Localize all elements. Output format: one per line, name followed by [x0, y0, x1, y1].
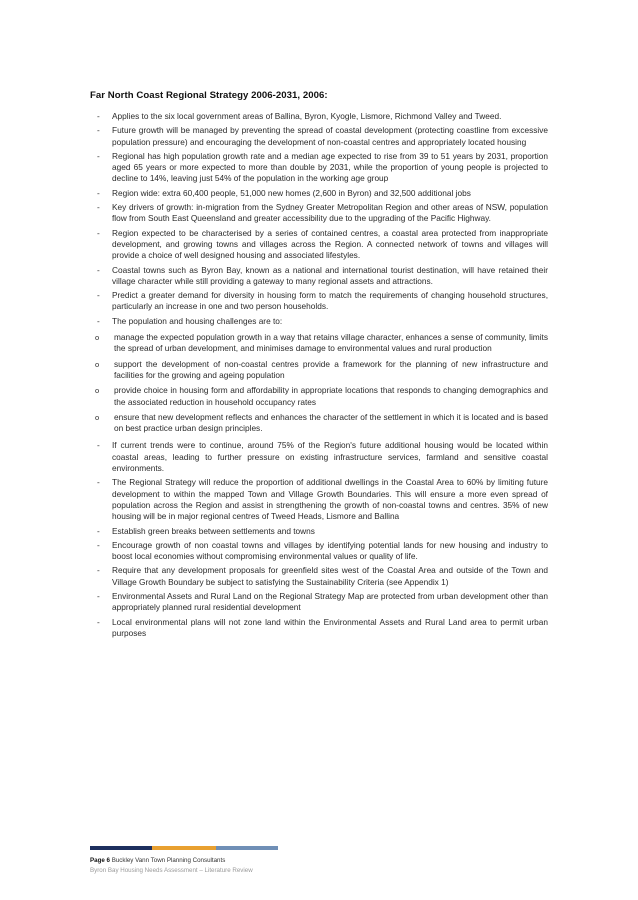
sub-list-item [90, 412, 548, 435]
list-item-text: The Regional Strategy will reduce the proportion of additional dwellings in the Coastal Area to 60% by limiting future development to within the mapped Town and Village Growth Boundaries. This will ensure a more even spread of population across the Region and assist in strengthening the growth of non-coastal towns and centres. 35% of new housing will be in major regional centres of Tweed Heads, Lismore and Ballina [112, 477, 548, 522]
bullet-list-after [90, 440, 548, 639]
list-item [90, 202, 548, 225]
list-item-text: Environmental Assets and Rural Land on the Regional Strategy Map are protected from urban development other than appropriately planned rural residential development [112, 590, 548, 613]
page-footer [90, 846, 280, 874]
bullet-marker: - [97, 111, 100, 121]
list-item [90, 265, 548, 288]
list-item [90, 526, 548, 537]
list-item [90, 316, 548, 327]
bullet-marker: - [97, 290, 100, 301]
list-item-text: Key drivers of growth: in-migration from the Sydney Greater Metropolitan Region and other areas of NSW, population flow from South East Queensland and greater accessibility due to the upgrading of the Pacific Highway. [112, 202, 548, 224]
list-item-text: Future growth will be managed by preventing the spread of coastal development (protecting coastline from excessive population pressure) and encouraging the development of non-coastal centres and appropriately located housing [112, 125, 548, 147]
bullet-marker: - [97, 440, 100, 451]
footer-bar-segment-navy [90, 846, 152, 850]
bullet-marker: - [97, 125, 100, 136]
bullet-marker: - [97, 315, 100, 326]
list-item-text: manage the expected population growth in a way that retains village character, enhances a sense of community, limits the spread of urban development, and minimises damage to environmental values and rural production [114, 332, 548, 354]
list-item [90, 540, 548, 563]
list-item [90, 228, 548, 262]
list-item [90, 591, 548, 614]
list-item-text: Regional has high population growth rate and a median age expected to rise from 39 to 51 years by 2031, proportion aged 65 years or more expected to more than double by 2031, while the proportion of young people is projected to decline to 14%, leaving just 54% of the population in the working age group [112, 150, 548, 184]
bullet-marker: o [95, 412, 100, 422]
list-item-text: Establish green breaks between settlements and towns [112, 525, 315, 536]
bullet-marker: o [95, 333, 100, 343]
list-item-text: Applies to the six local government areas of Ballina, Byron, Kyogle, Lismore, Richmond Valley and Tweed. [112, 111, 502, 121]
bullet-marker: - [97, 565, 100, 576]
bullet-list-before [90, 111, 548, 327]
list-item [90, 565, 548, 588]
bullet-marker: - [97, 477, 100, 488]
section-heading: Far North Coast Regional Strategy 2006-2031, 2006: [90, 90, 328, 101]
footer-page-line [90, 857, 280, 864]
list-item [90, 111, 548, 122]
bullet-marker: - [97, 227, 100, 238]
list-item [90, 617, 548, 640]
footer-bar-segment-orange [152, 846, 216, 850]
bullet-marker: - [97, 264, 100, 275]
document-body [90, 90, 548, 642]
list-item [90, 151, 548, 185]
bullet-marker: o [95, 359, 100, 369]
list-item [90, 440, 548, 474]
list-item [90, 290, 548, 313]
list-item-text: If current trends were to continue, around 75% of the Region's future additional housing would be located within coastal areas, leading to further pressure on existing infrastructure services, farmland and sensitive coastal environments. [112, 440, 548, 474]
footer-bar-segment-blue [216, 846, 278, 850]
footer-color-bar [90, 846, 278, 850]
bullet-marker: - [97, 525, 100, 536]
bullet-marker: - [97, 187, 100, 198]
list-item [90, 125, 548, 148]
bullet-marker: - [97, 150, 100, 161]
list-item-text: Region expected to be characterised by a series of contained centres, a coastal area protected from inappropriate development, and growing towns and villages across the Region. A connected network of towns and villages will provide a choice of well designed housing and associated lifestyles. [112, 227, 548, 261]
list-item [90, 188, 548, 199]
challenges-sublist [90, 332, 548, 434]
footer-page-number: Page 6 [90, 857, 110, 864]
list-item-text: support the development of non-coastal centres provide a framework for the planning of new infrastructure and facilities for the growing and ageing population [114, 358, 548, 380]
list-item-text: The population and housing challenges are to: [112, 315, 283, 326]
list-item-text: Coastal towns such as Byron Bay, known as a national and international tourist destination, will have retained their village character while still providing a gateway to many regional assets and attractions. [112, 264, 548, 286]
bullet-marker: - [97, 202, 100, 213]
list-item-text: Predict a greater demand for diversity in housing form to match the requirements of changing household structures, particularly an increase in one and two person households. [112, 290, 548, 312]
footer-doc-title: Byron Bay Housing Needs Assessment – Literature Review [90, 867, 253, 874]
list-item-text: provide choice in housing form and affordability in appropriate locations that responds to changing demographics and the associated reduction in household occupancy rates [114, 385, 548, 407]
list-item-text: Encourage growth of non coastal towns and villages by identifying potential lands for new housing and industry to boost local economies without compromising environmental values or quality of life. [112, 539, 548, 562]
bullet-marker: - [97, 616, 100, 627]
sub-list-item [90, 359, 548, 382]
footer-company: Buckley Vann Town Planning Consultants [111, 857, 226, 864]
sub-list-item [90, 332, 548, 355]
list-item-text: Local environmental plans will not zone land within the Environmental Assets and Rural Land area to permit urban purposes [112, 616, 548, 638]
list-item-text: ensure that new development reflects and enhances the character of the settlement in which it is located and is based on best practice urban design principles. [114, 411, 548, 434]
bullet-marker: - [97, 539, 100, 550]
bullet-marker: o [95, 386, 100, 396]
list-item [90, 477, 548, 522]
bullet-marker: - [97, 590, 100, 601]
sub-list-item [90, 385, 548, 408]
list-item-text: Region wide: extra 60,400 people, 51,000 new homes (2,600 in Byron) and 32,500 additional jobs [112, 187, 471, 198]
list-item-text: Require that any development proposals for greenfield sites west of the Coastal Area and outside of the Town and Village Growth Boundary be subject to satisfying the Sustainability Criteria (see Appendix 1) [112, 565, 548, 587]
